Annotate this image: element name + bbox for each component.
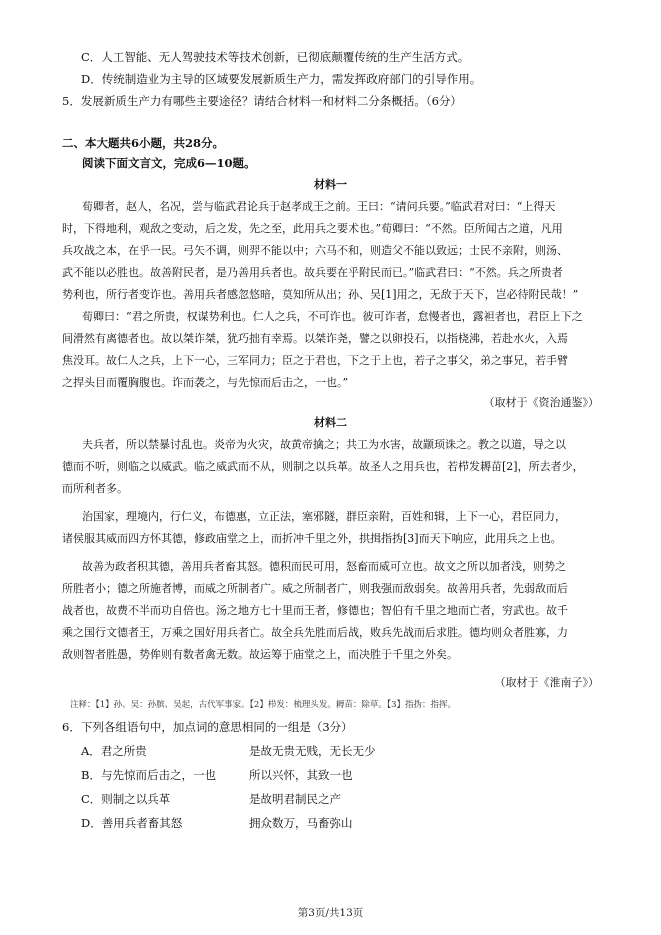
material1-line: 时，下得地利，观敌之变动，后之发，先之至，此用兵之要术也。”荀卿曰：“不然。臣所闻古之道，凡用 (62, 222, 563, 235)
material1-title: 材料一 (314, 178, 347, 191)
q6-option-d-left: D．善用兵者畜其怒 (81, 816, 183, 830)
material2-source: （取材于《淮南子》） (494, 676, 599, 689)
material1-line: 焦没耳。故仁人之兵，上下一心，三军同力；臣之于君也，下之于上也，若子之事父，弟之事兄，若手臂 (62, 354, 568, 367)
q6-option-c-left: C．则制之以兵革 (81, 792, 171, 806)
material1-line: 武不能以必胜也。故善附民者，是乃善用兵者也。故兵要在乎附民而已。”临武君曰：“不然。兵之所贵者 (62, 266, 563, 279)
section2-title: 二、本大题共6小题，共28分。 (62, 136, 225, 150)
material2-line: 故善为政者积其德，善用兵者畜其怒。德积而民可用，怒畜而威可立也。故文之所以加者浅，则势之 (82, 560, 566, 573)
material2-line: 战者也，故费不半而功自倍也。汤之地方七十里而王者，修德也；智伯有千里之地而亡者，穷武也。故千 (62, 604, 568, 617)
material2-line: 而所利者多。 (62, 482, 128, 495)
q6-stem: 6．下列各组语句中，加点词的意思相同的一组是（3分） (62, 720, 353, 734)
material2-line: 所胜者小；德之所施者博，而威之所制者广。威之所制者广，则我强而敌弱矣。故善用兵者，先弱敌而后 (62, 582, 568, 595)
material1-line: 兵攻战之本，在乎一民。弓矢不调，则羿不能以中；六马不和，则造父不能以致远；士民不亲附，则汤、 (62, 244, 568, 257)
page-footer: 第3页/共13页 (297, 907, 364, 919)
annotation: 注释：【1】孙、吴：孙膑、吴起，古代军事家。【2】栉发：梳理头发。耨苗：除草。【3】指㧑：指挥。 (70, 700, 456, 710)
q6-option-d-right: 拥众数万，马畜弥山 (249, 816, 353, 830)
material2-line: 夫兵者，所以禁暴讨乱也。炎帝为火灾，故黄帝擒之；共工为水害，故颛顼诛之。教之以道，导之以 (82, 438, 566, 451)
material2-line: 诸侯服其威而四方怀其德，修政庙堂之上，而折冲千里之外，拱揖指㧑[3]而天下响应，此用兵之上也。 (62, 532, 562, 545)
material2-line: 治国家，理境内，行仁义，布德惠，立正法，塞邪隧，群臣亲附，百姓和辑，上下一心，君臣同力， (82, 510, 566, 523)
material1-line: 势利也，所行者变诈也。善用兵者感忽悠暗，莫知所从出；孙、吴[1]用之，无敌于天下，岂必待附民哉！” (62, 288, 579, 301)
q6-option-c-right: 是故明君制民之产 (249, 792, 341, 806)
material2-line: 敌则智者胜愚，势侔则有数者禽无数。故运筹于庙堂之上，而决胜于千里之外矣。 (62, 648, 458, 661)
q6-option-a-left: A．君之所贵 (81, 744, 147, 758)
q4-option-d: D．传统制造业为主导的区域要发展新质生产力，需发挥政府部门的引导作用。 (81, 72, 482, 86)
material1-source: （取材于《资治通鉴》） (483, 396, 599, 409)
material2-line: 乘之国行文德者王，万乘之国好用兵者亡。故全兵先胜而后战，败兵先战而后求胜。德均则众者胜寡，力 (62, 626, 568, 639)
material1-line: 荀卿曰：“君之所贵，权谋势利也。仁人之兵，不可诈也。彼可诈者，怠慢者也，露袒者也，君臣上下之 (82, 310, 583, 323)
material2-title: 材料二 (314, 416, 347, 429)
material1-line: 间滑然有离德者也。故以桀诈桀，犹巧拙有幸焉。以桀诈尧，譬之以卵投石，以指桡沸，若赴水火，入焉 (62, 332, 568, 345)
material1-line: 荀卿者，赵人，名况，尝与临武君论兵于赵孝成王之前。王曰：“请问兵要。”临武君对曰：“上得天 (82, 200, 556, 213)
material2-line: 德而不听，则临之以威武。临之威武而不从，则制之以兵革。故圣人之用兵也，若栉发耨苗[2]，所去者少， (62, 460, 584, 473)
q4-option-c: C．人工智能、无人驾驶技术等技术创新，已彻底颠覆传统的生产生活方式。 (81, 50, 470, 64)
q6-option-a-right: 是故无贵无贱，无长无少 (249, 744, 376, 758)
material1-line: 之捍头目而覆胸腹也。诈而袭之，与先惊而后击之，一也。” (62, 376, 349, 389)
q6-option-b-right: 所以兴怀，其致一也 (249, 768, 353, 782)
section2-instruction: 阅读下面文言文，完成6—10题。 (82, 156, 256, 170)
q6-option-b-left: B．与先惊而后击之，一也 (81, 768, 216, 782)
q5-stem: 5．发展新质生产力有哪些主要途径？请结合材料一和材料二分条概括。（6分） (62, 94, 462, 108)
